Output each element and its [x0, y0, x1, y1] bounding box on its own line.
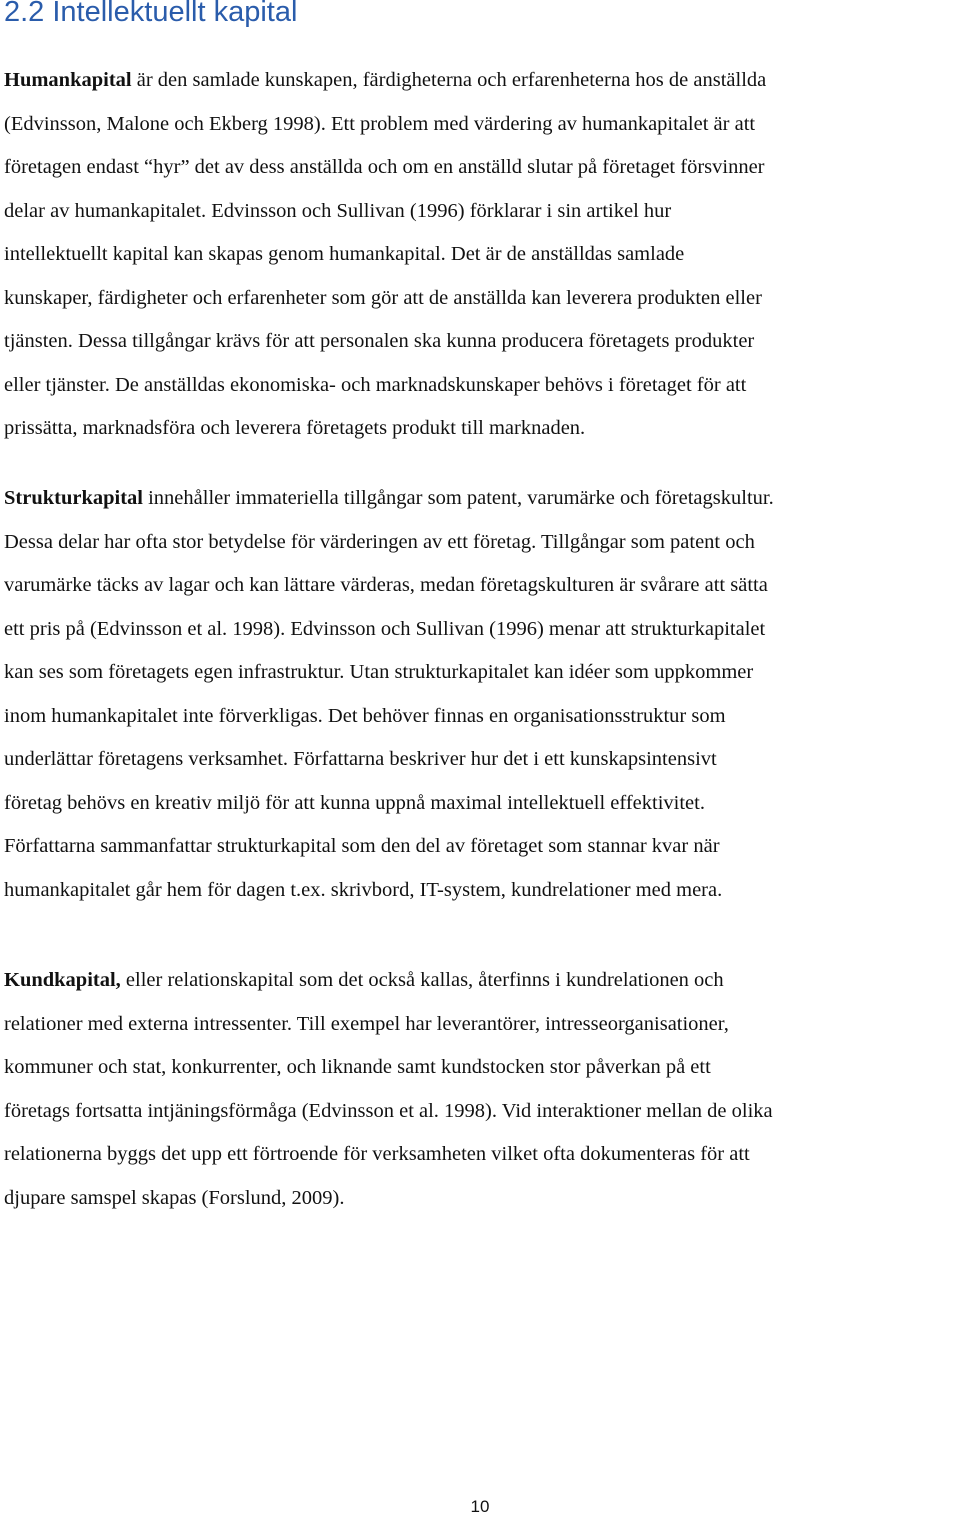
paragraph-line: företag behövs en kreativ miljö för att kunna uppnå maximal intellektuell effektivitet. — [4, 791, 705, 814]
paragraph-line: kan ses som företagets egen infrastruktur. Utan strukturkapitalet kan idéer som uppkommer — [4, 661, 754, 683]
paragraph-strukturkapital — [4, 477, 774, 912]
paragraph-line: delar av humankapitalet. Edvinsson och Sullivan (1996) förklarar i sin artikel hur — [4, 199, 672, 222]
paragraph-line: varumärke täcks av lagar och kan lättare värderas, medan företagskulturen är svårare att sätta — [4, 574, 768, 596]
paragraph-line: Författarna sammanfattar strukturkapital som den del av företaget som stannar kvar när — [4, 835, 720, 857]
paragraph-kundkapital — [4, 959, 773, 1220]
paragraph-line: relationer med externa intressenter. Till exempel har leverantörer, intresseorganisationer, — [4, 1012, 729, 1035]
term-kundkapital: Kundkapital, — [4, 969, 121, 991]
paragraph-line: Dessa delar har ofta stor betydelse för värderingen av ett företag. Tillgångar som patent och — [4, 530, 755, 553]
paragraph-line: kunskaper, färdigheter och erfarenheter som gör att de anställda kan leverera produkten eller — [4, 286, 762, 309]
paragraph-line: djupare samspel skapas (Forslund, 2009). — [4, 1186, 345, 1209]
paragraph-line: företagen endast “hyr” det av dess anställda och om en anställd slutar på företaget försvinner — [4, 156, 765, 178]
paragraph-line — [4, 59, 766, 103]
paragraph-line: relationerna byggs det upp ett förtroende för verksamheten vilket ofta dokumenteras för att — [4, 1143, 750, 1165]
paragraph-line: tjänsten. Dessa tillgångar krävs för att personalen ska kunna producera företagets produkter — [4, 330, 755, 352]
paragraph-line — [4, 959, 773, 1003]
paragraph-line: ett pris på (Edvinsson et al. 1998). Edvinsson och Sullivan (1996) menar att strukturkapitalet — [4, 617, 766, 640]
line-text: är den samlade kunskapen, färdigheterna och erfarenheterna hos de anställda — [131, 69, 767, 91]
paragraph-line: företags fortsatta intjäningsförmåga (Edvinsson et al. 1998). Vid interaktioner mellan de olika — [4, 1099, 773, 1122]
section-heading: 2.2 Intellektuellt kapital — [4, 0, 298, 28]
page-number: 10 — [470, 1497, 490, 1516]
line-text: eller relationskapital som det också kallas, återfinns i kundrelationen och — [120, 969, 724, 991]
line-text: innehåller immateriella tillgångar som patent, varumärke och företagskultur. — [142, 487, 774, 509]
paragraph-line: (Edvinsson, Malone och Ekberg 1998). Ett problem med värdering av humankapitalet är att — [4, 112, 756, 135]
paragraph-line: humankapitalet går hem för dagen t.ex. skrivbord, IT-system, kundrelationer med mera. — [4, 878, 723, 901]
paragraph-humankapital — [4, 59, 766, 451]
paragraph-line: inom humankapitalet inte förverkligas. Det behöver finnas en organisationsstruktur som — [4, 704, 726, 727]
term-strukturkapital: Strukturkapital — [4, 487, 143, 509]
paragraph-line — [4, 477, 774, 521]
paragraph-line: intellektuellt kapital kan skapas genom humankapital. Det är de anställdas samlade — [4, 243, 685, 265]
paragraph-line: kommuner och stat, konkurrenter, och liknande samt kundstocken stor påverkan på ett — [4, 1056, 711, 1078]
term-humankapital: Humankapital — [4, 69, 132, 91]
paragraph-line: prissätta, marknadsföra och leverera företagets produkt till marknaden. — [4, 417, 586, 439]
paragraph-line: underlättar företagens verksamhet. Författarna beskriver hur det i ett kunskapsintensivt — [4, 748, 717, 770]
paragraph-line: eller tjänster. De anställdas ekonomiska- och marknadskunskaper behövs i företaget för att — [4, 373, 747, 396]
